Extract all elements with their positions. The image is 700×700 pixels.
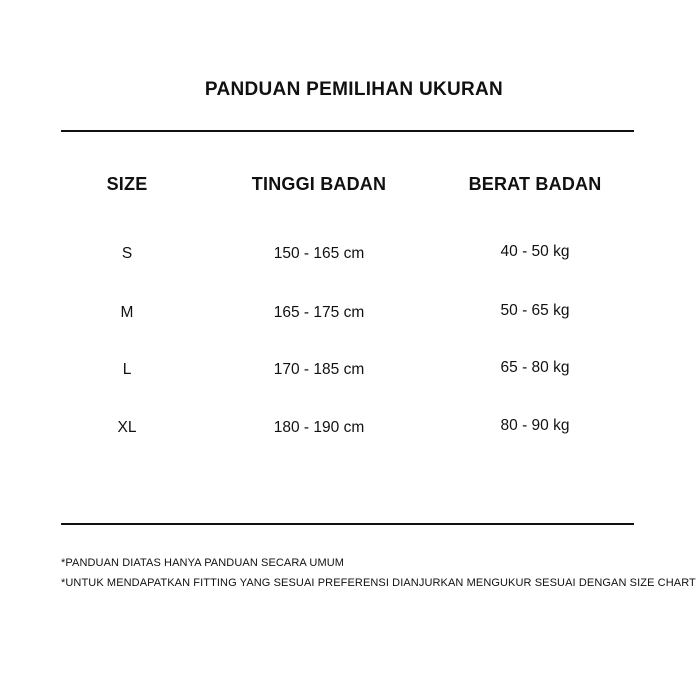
weight-cell: 50 - 65 kg: [500, 302, 570, 319]
footnote-general: *PANDUAN DIATAS HANYA PANDUAN SECARA UMUM: [61, 557, 345, 569]
weight-cell: 80 - 90 kg: [500, 417, 570, 434]
height-cell: 180 - 190 cm: [273, 419, 365, 436]
size-cell: L: [122, 361, 132, 378]
size-cell: S: [121, 245, 133, 262]
height-cell: 150 - 165 cm: [273, 245, 365, 262]
weight-cell: 65 - 80 kg: [500, 359, 570, 376]
header-weight: BERAT BADAN: [468, 174, 602, 194]
size-cell: M: [120, 304, 134, 321]
top-divider: [61, 130, 634, 132]
size-cell: XL: [117, 419, 137, 436]
header-height: TINGGI BADAN: [251, 174, 387, 194]
header-size: SIZE: [106, 174, 148, 194]
weight-cell: 40 - 50 kg: [500, 243, 570, 260]
height-cell: 165 - 175 cm: [273, 304, 365, 321]
height-cell: 170 - 185 cm: [273, 361, 365, 378]
bottom-divider: [61, 523, 634, 525]
page-title: PANDUAN PEMILIHAN UKURAN: [204, 79, 504, 100]
footnote-fitting: *UNTUK MENDAPATKAN FITTING YANG SESUAI PREFERENSI DIANJURKAN MENGUKUR SESUAI DENGAN SIZE CHART: [61, 577, 696, 589]
